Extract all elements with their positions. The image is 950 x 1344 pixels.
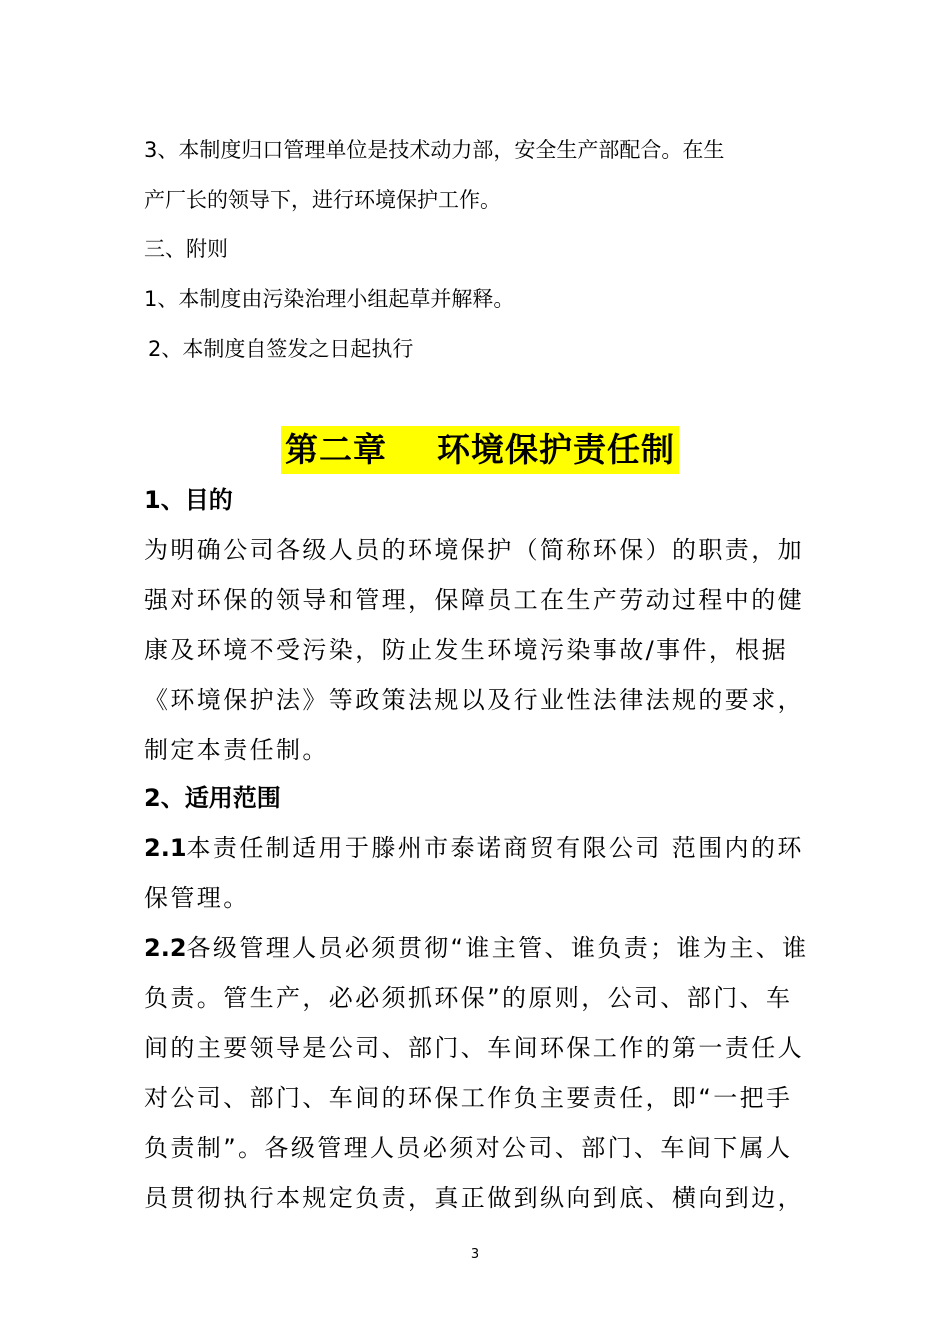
paragraph-line: 员贯彻执行本规定负责，真正做到纵向到底、横向到边， [144,1184,804,1212]
chapter-title: 第二章 环境保护责任制 [281,426,679,474]
page-number: 3 [470,1247,480,1262]
clause-text: 各级管理人员必须贯彻“谁主管、谁负责；谁为主、谁 [186,934,809,962]
paragraph-line: 《环境保护法》等政策法规以及行业性法律法规的要求， [144,686,804,714]
paragraph-line: 3、本制度归口管理单位是技术动力部，安全生产部配合。在生 [144,138,725,162]
paragraph-line: 负责。管生产，必必须抓环保”的原则，公司、部门、车 [144,984,793,1012]
paragraph-line: 产厂长的领导下，进行环境保护工作。 [144,188,501,212]
paragraph-line: 强对环保的领导和管理，保障员工在生产劳动过程中的健 [144,586,804,614]
paragraph-line: 负责制”。各级管理人员必须对公司、部门、车间下属人 [144,1134,793,1162]
paragraph-line [144,932,809,964]
paragraph-line: 制定本责任制。 [144,736,329,764]
section-heading-purpose: 1、目的 [144,486,233,514]
paragraph-line: 保管理。 [144,884,250,912]
paragraph-line: 2、本制度自签发之日起执行 [148,337,414,361]
clause-number: 2.1 [144,834,187,862]
paragraph-line: 为明确公司各级人员的环境保护（简称环保）的职责，加 [144,536,804,564]
paragraph-line: 康及环境不受污染，防止发生环境污染事故/事件，根据 [144,636,789,664]
section-heading-scope: 2、适用范围 [144,784,281,812]
paragraph-line: 间的主要领导是公司、部门、车间环保工作的第一责任人 [144,1034,804,1062]
paragraph-line: 对公司、部门、车间的环保工作负主要责任，即“一把手 [144,1084,793,1112]
section-heading-appendix: 三、附则 [144,237,228,261]
paragraph-line: 1、本制度由污染治理小组起草并解释。 [144,287,515,311]
paragraph-line [144,832,804,864]
clause-text: 本责任制适用于滕州市泰诺商贸有限公司 范围内的环 [186,834,804,862]
clause-number: 2.2 [144,934,187,962]
